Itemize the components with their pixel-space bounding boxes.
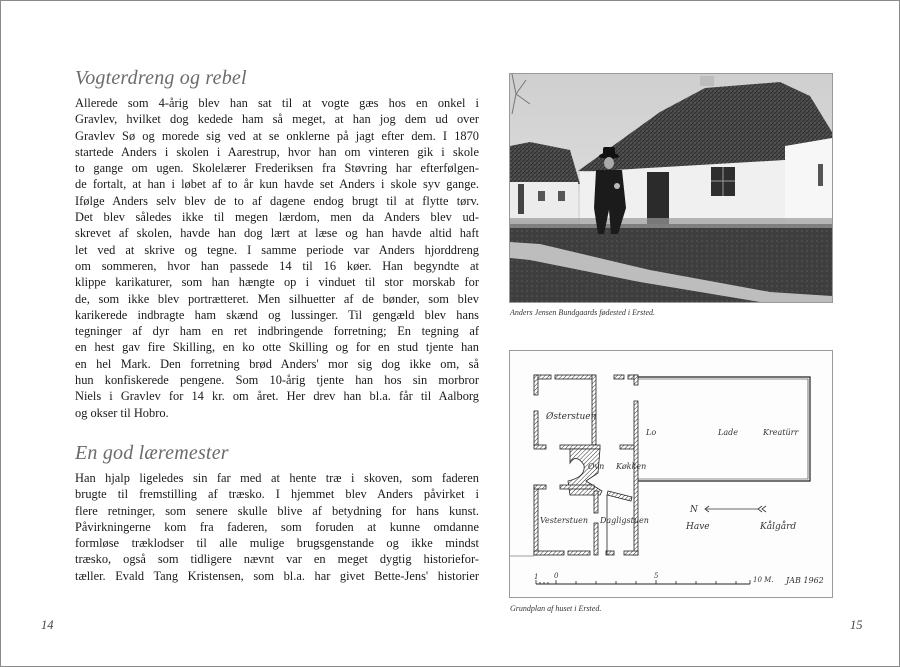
plan-label-vesterstuen: Vesterstuen — [540, 516, 589, 525]
page-number-left: 14 — [41, 618, 54, 632]
body-text-line: Niels i Gravlev for 14 kr. om året. Her drev han bl.a. får til Aalborg — [75, 389, 479, 404]
farmhouse-photo — [509, 73, 833, 303]
plan-scale-label-10m: 10 M. — [753, 576, 774, 584]
plan-signature: JAB 1962 — [786, 576, 824, 585]
photo-caption: Anders Jensen Bundgaards fødested i Ersted. — [510, 308, 656, 317]
body-text-line: om sommeren, hvor han passede 14 til 16 køer. Han begyndte at — [75, 258, 479, 273]
body-text-line: Allerede som 4-årig blev han sat til at vogte gæs hos en onkel i — [75, 96, 479, 110]
plan-label-ovn: Ovn — [588, 462, 605, 471]
plan-label-kreature: Kreatürr — [763, 428, 799, 437]
body-text-line: en hel Mark. Den forretning brød Anders' mor sig dog ikke om, så — [75, 356, 479, 371]
body-text-line: Gravlev, hvilket dog kedede ham så meget, at han jog dem ud over — [75, 112, 479, 127]
body-text-line: Han hjalp ligeledes sin far med at hente træ i skoven, som faderen — [75, 471, 479, 485]
body-text-line: Ifølge Anders selv blev de to af dagene endog brugt til at flytte tørv. — [75, 193, 479, 208]
plan-label-kalgard: Kålgård — [760, 522, 797, 532]
floor-plan-caption: Grundplan af huset i Ersted. — [510, 604, 602, 613]
plan-label-lo: Lo — [646, 428, 657, 437]
body-text-line: formløse træklodser til alle mulige brugsgenstande og ikke mindst — [75, 536, 479, 551]
page-number-right: 15 — [850, 618, 863, 632]
body-text-line: skrevet af skolen, havde han dog lært at læse og han havde altid haft — [75, 226, 479, 241]
body-text-line: let ved at skrive og tegne. I samme periode var Anders hjorddreng — [75, 242, 479, 257]
body-text-line: brugte til fremstilling af træsko. I hjemmet blev Anders påvirket i — [75, 487, 479, 502]
body-text-line: Det blev således ikke til megen lærdom, men da Anders blev ud- — [75, 210, 479, 225]
body-text-line: startede Anders i skolen i Aarestrup, hvor han om vinteren gik i skole — [75, 144, 479, 159]
plan-scale-ticks — [536, 580, 750, 584]
plan-label-kokken: Køkken — [616, 462, 647, 471]
body-text-line: de fortalt, at han i løbet af to år kun havde set Anders i skole syv gange. — [75, 177, 479, 192]
section-heading-2: En god læremester — [75, 442, 229, 464]
plan-label-north: N — [690, 505, 698, 515]
body-text-line: Gravlev Sø og morede sig ved at se onklerne på jagt efter dem. I 1870 — [75, 128, 479, 143]
body-text-line: de, som ikke blev portrætteret. Men silhuetter af de bønder, som blev — [75, 291, 479, 306]
body-text-line: tæller. Evald Tang Kristensen, som bl.a. har givet Bette-Jens' historier — [75, 568, 479, 583]
photo-door — [647, 172, 669, 224]
body-text-line: en hest gav fire Skilling, en ko otte Skilling og for en stud tjente han — [75, 340, 479, 355]
section-1-body — [75, 95, 479, 421]
plan-label-osterstuen: Østerstuen — [546, 412, 597, 422]
right-page — [450, 1, 899, 666]
plan-label-dagligstuen: Dagligstuen — [600, 516, 649, 525]
floor-plan-drawing — [509, 350, 833, 598]
section-heading-1: Vogterdreng og rebel — [75, 67, 247, 89]
body-text-line: tegninger af dyr ham en ret indbringende forretning; En tegning af — [75, 324, 479, 339]
body-text-line: træsko, også som tidligere nævnt var en meget dygtig historiefor- — [75, 552, 479, 567]
body-text-line: Påvirkningerne kom fra faderen, som foruden at kunne omdanne — [75, 519, 479, 534]
body-text-line: karikerede indbragte ham skænd og lussinger. Til gengæld blev hans — [75, 307, 479, 322]
body-text-line: to gange om ugen. Skolelærer Frederiksen fra Støvring har efterfølgen- — [75, 161, 479, 176]
section-2-body — [75, 470, 479, 584]
left-page — [1, 1, 479, 666]
photo-chimney — [700, 76, 714, 86]
photo-gable-wall — [785, 138, 832, 224]
body-text-line: flere retninger, som senere skulle blive af betydning for hans kunst. — [75, 503, 479, 518]
plan-scale-label-0: 0 — [554, 572, 559, 580]
body-text-line: og okser til Hobro. — [75, 405, 169, 420]
body-text-line: hun konfiskerede pengene. Som 10-årig tjente han hos sin morbror — [75, 373, 479, 388]
plan-scale-label-5: 5 — [654, 572, 659, 580]
plan-label-have: Have — [686, 522, 710, 532]
plan-scale-label-1: 1 — [534, 573, 539, 581]
plan-label-lade: Lade — [718, 428, 738, 437]
body-text-line: klippe karikaturer, som han hængte op i vinduet til stor morskab for — [75, 275, 479, 290]
